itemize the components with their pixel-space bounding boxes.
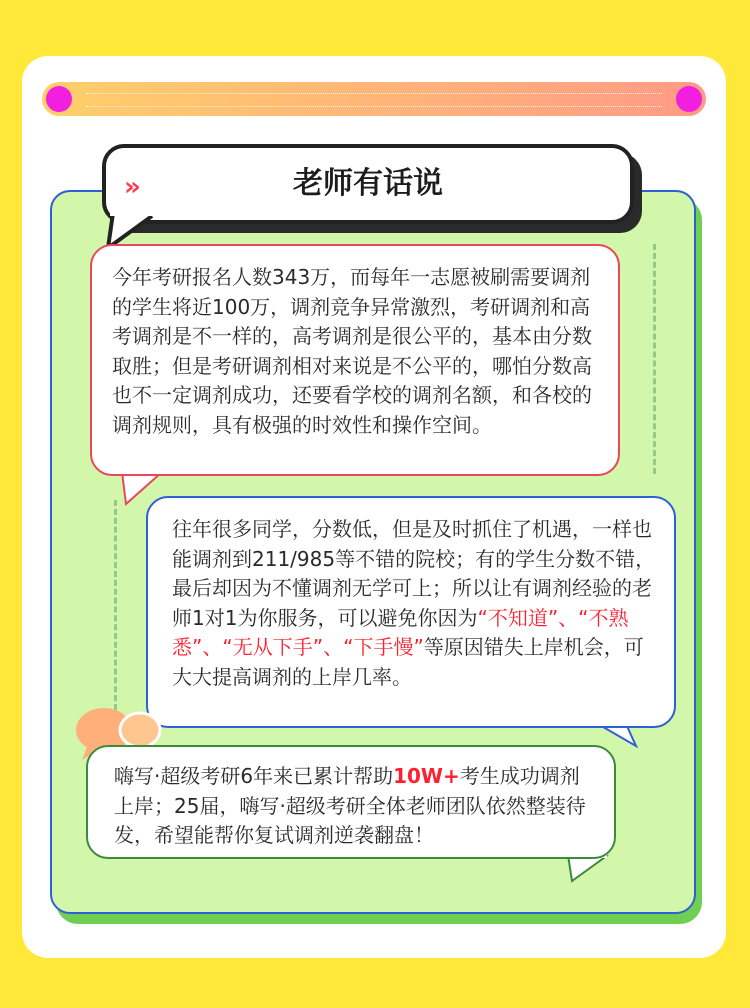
bubble3-text-end: 考生成功调剂上岸；25届，嗨写·超级考研全体老师团队依然整装待发，希望能帮你复试调剂逆袭翻盘！ [114, 764, 586, 847]
double-chevron-icon: » [124, 172, 135, 202]
dashed-line-decoration [114, 500, 117, 710]
decorative-top-bar [42, 82, 706, 116]
bubble1-text: 今年考研报名人数343万，而每年一志愿被刷需要调剂的学生将近100万，调剂竞争异常激烈，考研调剂和高考调剂是不一样的，高考调剂是很公平的，基本由分数取胜；但是考研调剂相对来说是不公平的，哪怕分数高也不一定调剂成功，还要看学校的调剂名额，和各校的调剂规则，具有极强的时效性和操作空间。 [112, 265, 592, 437]
speech-bubble-2 [146, 496, 676, 728]
dotted-line-decoration [86, 93, 662, 107]
magenta-dot-icon [46, 86, 72, 112]
bubble2-text: 往年很多同学，分数低，但是及时抓住了机遇，一样也能调剂到211/985等不错的院校；有的学生分数不错，最后却因为不懂调剂无学可上；所以让有调剂经验的老师1对1为你服务，可以避免你因为 [172, 517, 656, 630]
bubble-tail-icon [566, 855, 622, 885]
bubble2-text-end: 等原因错失上岸机会，可大大提高调剂的上岸几率。 [172, 635, 644, 689]
page-title: 老师有话说 [293, 166, 443, 201]
speech-bubble-1 [90, 244, 620, 476]
dashed-line-decoration [653, 244, 656, 474]
speech-bubble-3 [86, 745, 616, 859]
magenta-dot-icon [676, 86, 702, 112]
bubble3-text: 嗨写·超级考研6年来已累计帮助 [114, 764, 394, 788]
bubble3-highlight: 10W+ [393, 764, 460, 788]
bubble2-highlight: “不知道”、“不熟悉”、“无从下手”、“下手慢” [172, 605, 629, 659]
